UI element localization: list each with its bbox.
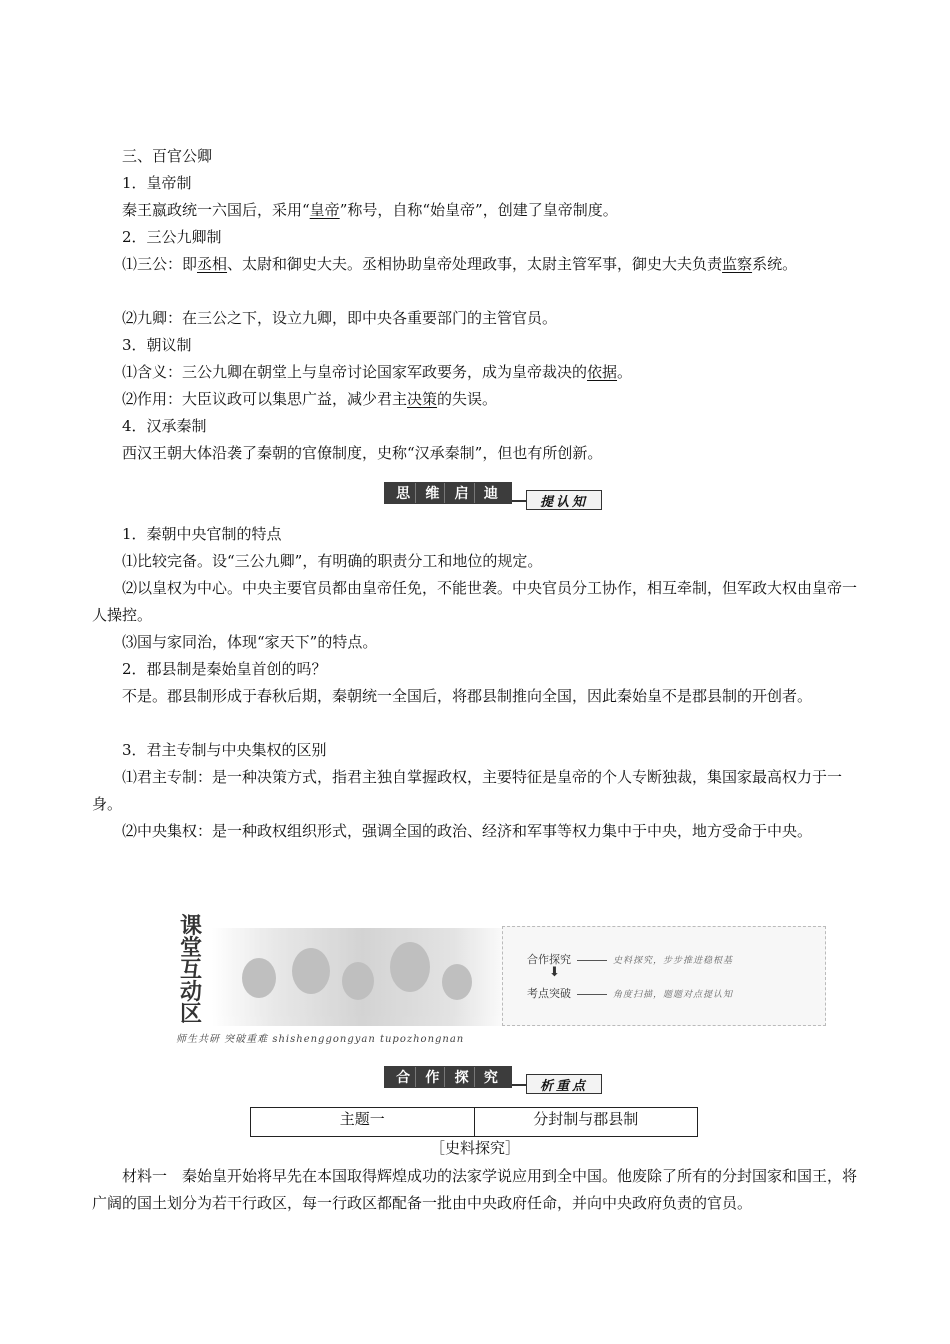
title-char: 互: [179, 958, 202, 983]
paragraph: ⑵九卿：在三公之下，设立九卿，即中央各重要部门的主管官员。: [122, 309, 558, 327]
text-run: 秦王嬴政统一六国后，采用“: [122, 201, 310, 219]
text-run: ⑵作用：大臣议政可以集思广益，减少君主: [122, 390, 408, 408]
outline-note: 史料探究，步步推进稳根基: [613, 956, 734, 966]
item-title: 2．三公九卿制: [122, 228, 222, 246]
text-run: ⑴含义：三公九卿在朝堂上与皇帝讨论国家军政要务，成为皇帝裁决的: [122, 363, 588, 381]
item-title: 3．朝议制: [122, 336, 192, 354]
classroom-photo: [212, 928, 512, 1026]
topic-title-cell: 分封制与郡县制: [533, 1110, 639, 1128]
paragraph: ⑵中央集权：是一种政权组织形式，强调全国的政治、经济和军事等权力集中于中央，地方受命于中央。: [122, 822, 813, 840]
banner-rule: [512, 1084, 526, 1086]
title-char: 动: [179, 980, 202, 1005]
text-run: 、太尉和御史大夫。丞相协助皇帝处理政事，太尉主管军事，御史大夫负责: [227, 255, 723, 273]
banner-char: 迪: [483, 486, 500, 502]
banner-label: [384, 1066, 512, 1088]
classroom-zone-graphic: [176, 914, 826, 1045]
text-run: ⑴三公：即: [122, 255, 198, 273]
paragraph: 不是。郡县制形成于春秋后期，秦朝统一全国后，将郡县制推向全国，因此秦始皇不是郡县制的开创者。: [122, 687, 813, 705]
table-caption: ［史料探究］: [429, 1139, 520, 1157]
zone-subtitle: 师生共研 突破重难 shishenggongyan tupozhongnan: [176, 1034, 465, 1045]
paragraph: 西汉王朝大体沿袭了秦朝的官僚制度，史称“汉承秦制”，但也有所创新。: [122, 444, 603, 462]
paragraph: ⑵以皇权为中心。中央主要官员都由皇帝任免，不能世袭。中央官员分工协作，相互牵制，但军政大权由皇帝一人操控。: [92, 579, 858, 624]
text-run: 。: [617, 363, 633, 381]
underlined-term: 监察: [722, 255, 753, 273]
paragraph: [92, 359, 864, 386]
title-char: 堂: [179, 936, 202, 961]
outline-label: 考点突破: [527, 987, 571, 1000]
banner-label: [384, 482, 512, 504]
section-heading: 三、百官公卿: [122, 147, 213, 165]
outline-note: 角度扫描，题题对点提认知: [613, 990, 734, 1000]
item-title: 1．皇帝制: [122, 174, 192, 192]
banner-rule: [512, 500, 526, 502]
title-char: 课: [179, 914, 202, 939]
paragraph: ⑴比较完备。设“三公九卿”，有明确的职责分工和地位的规定。: [122, 552, 543, 570]
item-title: 4．汉承秦制: [122, 417, 207, 435]
paragraph: ⑶国与家同治，体现“家天下”的特点。: [122, 633, 378, 651]
banner-tail: 析重点: [526, 1074, 602, 1094]
title-char: 区: [179, 1002, 202, 1027]
paragraph: [92, 386, 864, 413]
topic-table: [250, 1107, 698, 1137]
paragraph: ⑴君主专制：是一种决策方式，指君主独自掌握政权，主要特征是皇帝的个人专断独裁，集国家最高权力于一身。: [92, 768, 843, 813]
outline-label: 合作探究: [527, 953, 571, 966]
underlined-term: 皇帝: [309, 201, 340, 219]
item-title: 2．郡县制是秦始皇首创的吗？: [122, 660, 327, 678]
topic-number-cell: 主题一: [251, 1108, 475, 1136]
item-title: 1．秦朝中央官制的特点: [122, 525, 282, 543]
banner-tail: 提认知: [526, 490, 602, 510]
banner-char: 究: [483, 1070, 500, 1086]
banner-char: 合: [393, 1067, 416, 1087]
outline-row-breakthrough: [527, 985, 733, 1001]
item-title: 3．君主专制与中央集权的区别: [122, 741, 327, 759]
zone-outline-box: [502, 926, 826, 1026]
material-paragraph: 材料一 秦始皇开始将早先在本国取得辉煌成功的法家学说应用到全中国。他废除了所有的分封国家和国王，将广阔的国土划分为若干行政区，每一行政区都配备一批由中央政府任命，并向中央政府负责的官员。: [92, 1167, 858, 1212]
banner-char: 维: [422, 483, 445, 503]
text-run: 的失误。: [437, 390, 498, 408]
banner-char: 思: [393, 483, 416, 503]
section-banner-cooperative: [384, 1064, 604, 1094]
text-run: 系统。: [752, 255, 798, 273]
underlined-term: 依据: [587, 363, 618, 381]
section-banner-thinking: [384, 480, 604, 510]
banner-char: 探: [452, 1067, 475, 1087]
underlined-term: 决策: [407, 390, 438, 408]
paragraph: [92, 251, 864, 278]
banner-char: 启: [452, 483, 475, 503]
paragraph: [92, 197, 864, 224]
zone-vertical-title: [176, 916, 206, 1026]
underlined-term: 丞相: [197, 255, 228, 273]
banner-char: 作: [422, 1067, 445, 1087]
down-arrow-icon: ⬇: [549, 965, 560, 980]
text-run: ”称号，自称“始皇帝”，创建了皇帝制度。: [339, 201, 618, 219]
